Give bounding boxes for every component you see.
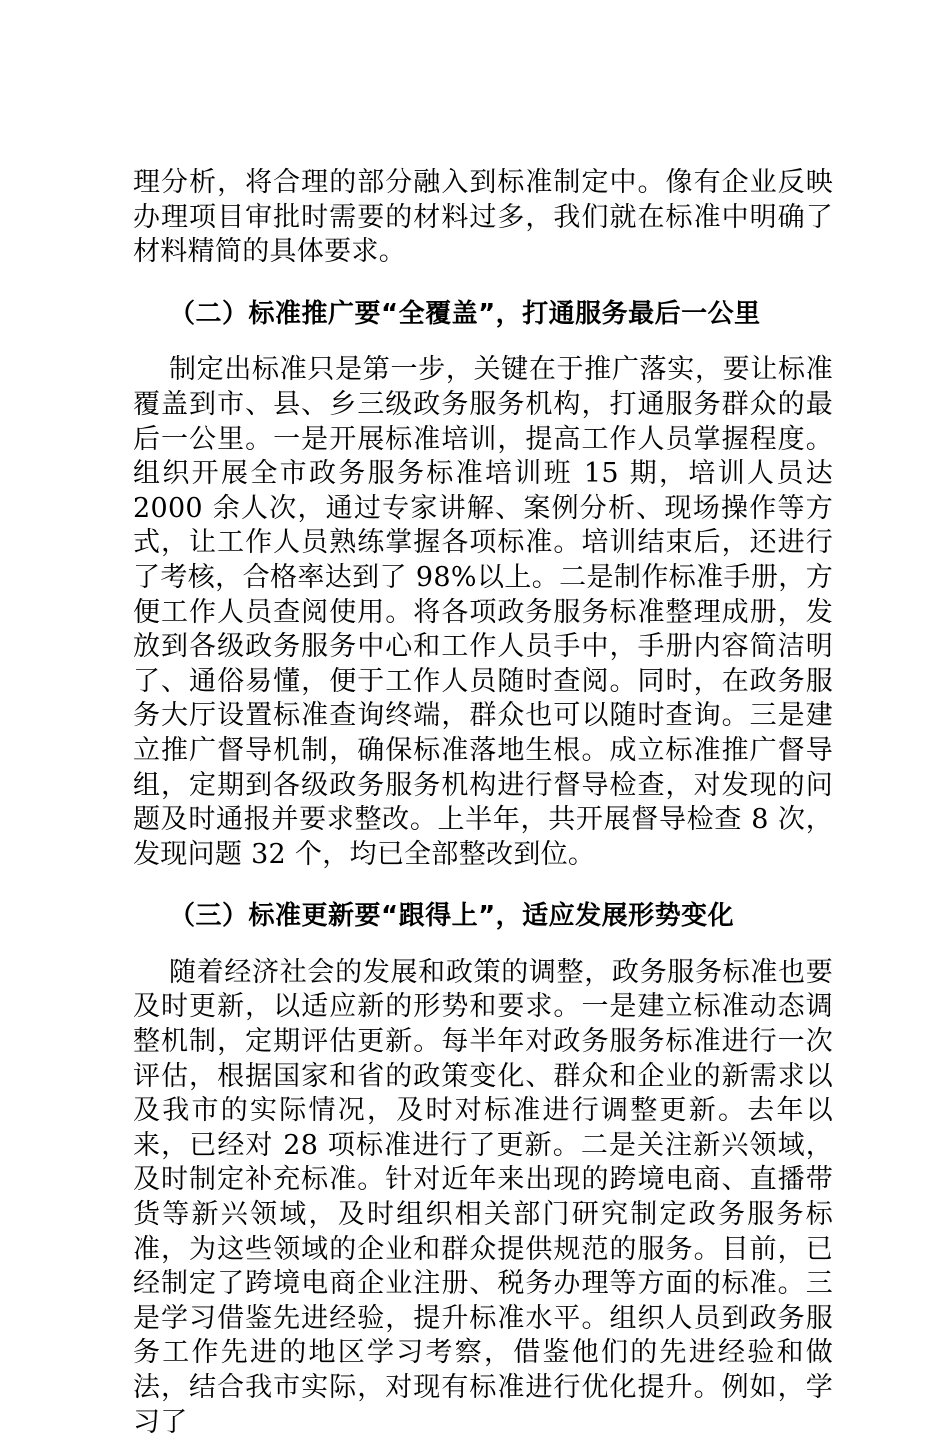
paragraph-promotion: 制定出标准只是第一步，关键在于推广落实，要让标准覆盖到市、县、乡三级政务服务机构，打通服务群众的最后一公里。一是开展标准培训，提高工作人员掌握程度。组织开展全市政务服务标准培训班 15 期，培训人员达 2000 余人次，通过专家讲解、案例分析、现场操作等方式，让工作人员熟练掌握各项标准。培训结束后，还进行了考核，合格率达到了 98%以上。二是制作标准手册，方便工作人员查阅使用。将各项政务服务标准整理成册，发放到各级政务服务中心和工作人员手中，手册内容简洁明了、通俗易懂，便于工作人员随时查阅。同时，在政务服务大厅设置标准查询终端，群众也可以随时查询。三是建立推广督导机制，确保标准落地生根。成立标准推广督导组，定期到各级政务服务机构进行督导检查，对发现的问题及时通报并要求整改。上半年，共开展督导检查 8 次，发现问题 32 个，均已全部整改到位。 [133,354,833,870]
spacer [133,331,833,353]
paragraph-continuation: 理分析，将合理的部分融入到标准制定中。像有企业反映办理项目审批时需要的材料过多，我们就在标准中明确了材料精简的具体要求。 [133,167,833,268]
spacer [133,872,833,899]
section-heading-2: （二）标准推广要“全覆盖”，打通服务最后一公里 [169,298,761,329]
paragraph-update: 随着经济社会的发展和政策的调整，政务服务标准也要及时更新，以适应新的形势和要求。一是建立标准动态调整机制，定期评估更新。每半年对政务服务标准进行一次评估，根据国家和省的政策变化、群众和企业的新需求以及我市的实际情况，及时对标准进行调整更新。去年以来，已经对 28 项标准进行了更新。二是关注新兴领域，及时制定补充标准。针对近年来出现的跨境电商、直播带货等新兴领域，及时组织相关部门研究制定政务服务标准，为这些领域的企业和群众提供规范的服务。目前，已经制定了跨境电商企业注册、税务办理等方面的标准。三是学习借鉴先进经验，提升标准水平。组织人员到政务服务工作先进的地区学习考察，借鉴他们的先进经验和做法，结合我市实际，对现有标准进行优化提升。例如，学习了 [133,956,833,1438]
section-heading-3: （三）标准更新要“跟得上”，适应发展形势变化 [169,901,735,932]
spacer [133,270,833,297]
document-page [133,166,833,1440]
spacer [133,934,833,956]
